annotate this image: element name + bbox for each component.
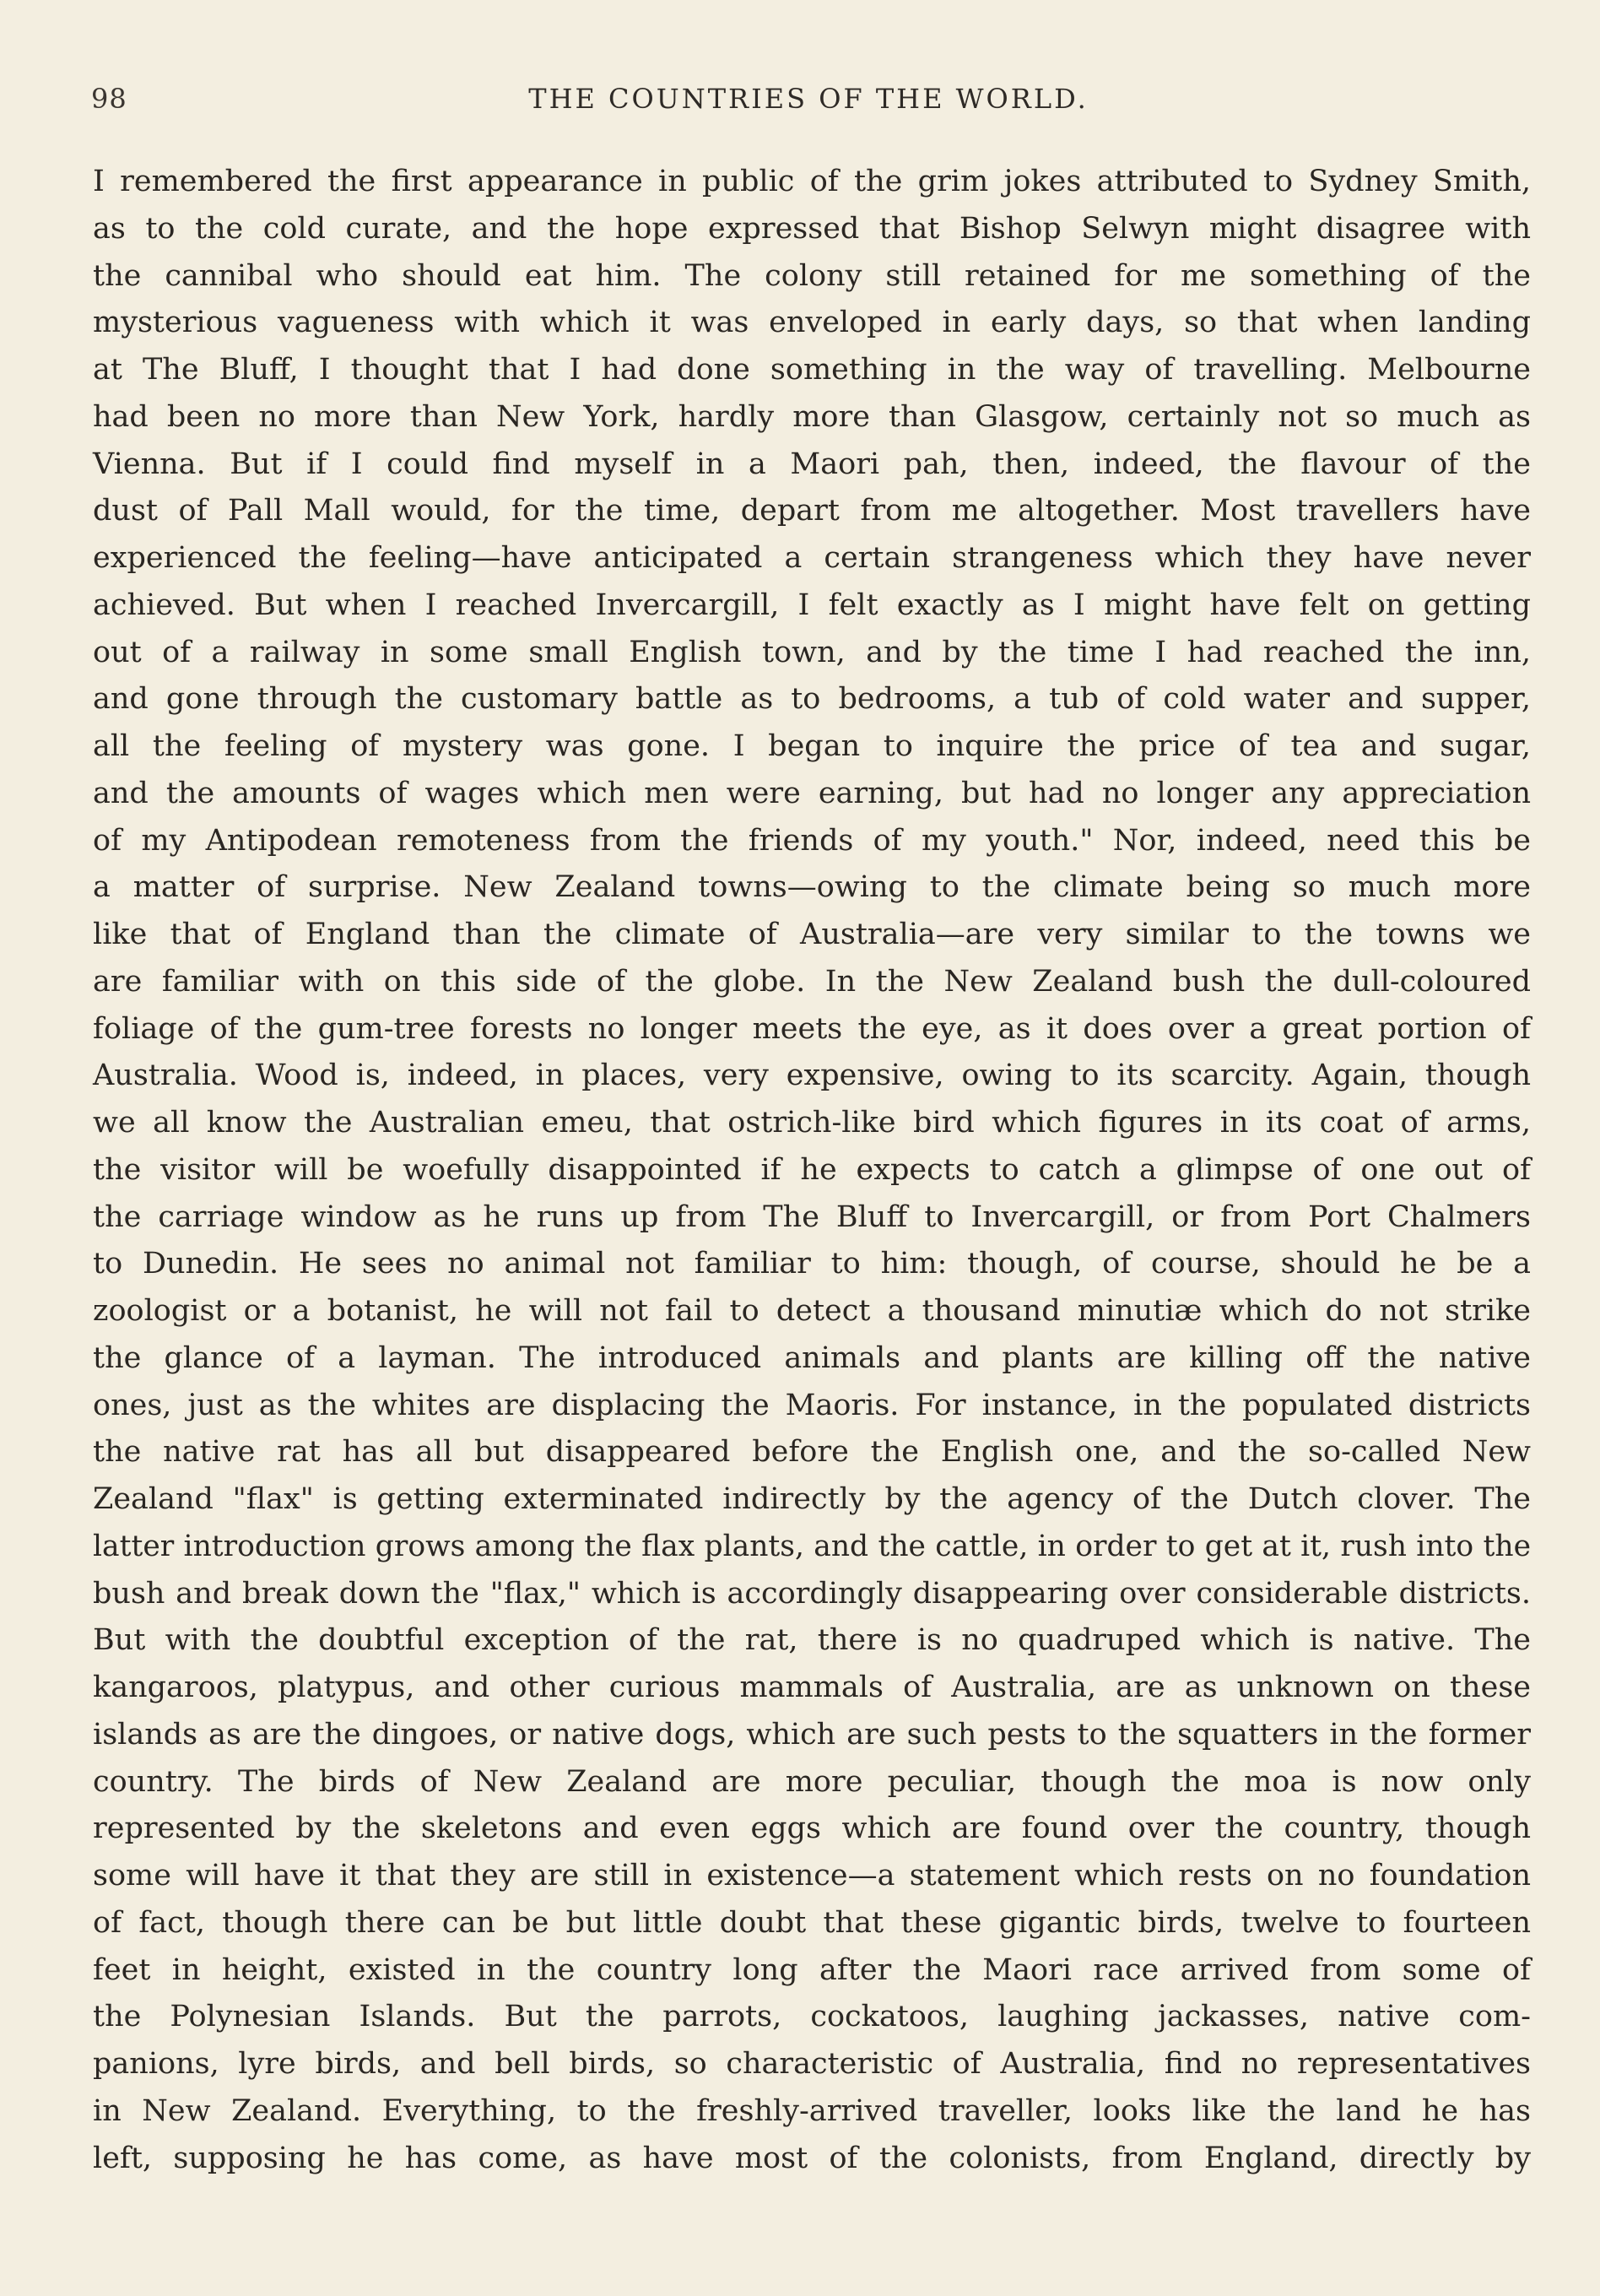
text-line: out of a railway in some small English town, and by the time I had reached the inn,	[93, 635, 1531, 669]
text-line: in New Zealand. Everything, to the freshly-arrived traveller, looks like the land he has	[93, 2093, 1531, 2128]
text-line: foliage of the gum-tree forests no longer meets the eye, as it does over a great portion of	[93, 1011, 1531, 1046]
text-line: dust of Pall Mall would, for the time, depart from me altogether. Most travellers have	[93, 494, 1531, 528]
text-line: left, supposing he has come, as have most of the colonists, from England, directly by	[93, 2141, 1531, 2175]
text-line: Vienna. But if I could find myself in a Maori pah, then, indeed, the flavour of the	[93, 447, 1531, 481]
text-line: country. The birds of New Zealand are more peculiar, though the moa is now only	[93, 1764, 1531, 1799]
text-line: ones, just as the whites are displacing the Maoris. For instance, in the populated districts	[93, 1388, 1531, 1422]
text-line: and the amounts of wages which men were earning, but had no longer any appreciation	[93, 776, 1531, 810]
text-line: experienced the feeling—have anticipated a certain strangeness which they have never	[93, 541, 1531, 575]
body-paragraph	[93, 159, 1531, 2182]
text-line: I remembered the first appearance in public of the grim jokes attributed to Sydney Smith,	[93, 165, 1531, 198]
text-line: had been no more than New York, hardly more than Glasgow, certainly not so much as	[93, 399, 1531, 434]
text-line: and gone through the customary battle as to bedrooms, a tub of cold water and supper,	[93, 682, 1531, 717]
text-line: But with the doubtful exception of the rat, there is no quadruped which is native. The	[93, 1623, 1531, 1658]
text-line: islands as are the dingoes, or native dogs, which are such pests to the squatters in the former	[93, 1717, 1531, 1752]
page-header	[91, 83, 1526, 125]
text-line: the cannibal who should eat him. The colony still retained for me something of the	[93, 258, 1531, 293]
text-line: bush and break down the "flax," which is accordingly disappearing over considerable districts.	[93, 1576, 1531, 1611]
text-line: achieved. But when I reached Invercargill, I felt exactly as I might have felt on getting	[93, 588, 1531, 622]
text-line: feet in height, existed in the country long after the Maori race arrived from some of	[93, 1952, 1531, 1987]
text-line: to Dunedin. He sees no animal not familiar to him: though, of course, should he be a	[93, 1247, 1531, 1281]
text-line: the Polynesian Islands. But the parrots, cockatoos, laughing jackasses, native com-	[93, 2000, 1531, 2034]
page-number: 98	[91, 83, 127, 115]
text-line: we all know the Australian emeu, that ostrich-like bird which figures in its coat of arms,	[93, 1106, 1531, 1140]
text-line: mysterious vagueness with which it was enveloped in early days, so that when landing	[93, 306, 1531, 340]
text-line: of fact, though there can be but little doubt that these gigantic birds, twelve to fourteen	[93, 1905, 1531, 1940]
text-line: at The Bluff, I thought that I had done something in the way of travelling. Melbourne	[93, 353, 1531, 387]
text-line: are familiar with on this side of the globe. In the New Zealand bush the dull-coloured	[93, 964, 1531, 999]
text-line: latter introduction grows among the flax plants, and the cattle, in order to get at it, rush into the	[93, 1529, 1531, 1563]
text-line: the carriage window as he runs up from The Bluff to Invercargill, or from Port Chalmers	[93, 1199, 1531, 1234]
text-line: as to the cold curate, and the hope expressed that Bishop Selwyn might disagree with	[93, 211, 1531, 246]
text-line: panions, lyre birds, and bell birds, so characteristic of Australia, find no representatives	[93, 2047, 1531, 2081]
text-line: kangaroos, platypus, and other curious mammals of Australia, are as unknown on these	[93, 1671, 1531, 1704]
text-line: Australia. Wood is, indeed, in places, very expensive, owing to its scarcity. Again, though	[93, 1059, 1531, 1093]
text-line: a matter of surprise. New Zealand towns—owing to the climate being so much more	[93, 870, 1531, 905]
text-line: some will have it that they are still in existence—a statement which rests on no foundation	[93, 1859, 1531, 1893]
running-title: THE COUNTRIES OF THE WORLD.	[528, 83, 1089, 115]
text-line: Zealand "flax" is getting exterminated indirectly by the agency of the Dutch clover. The	[93, 1482, 1531, 1516]
text-line: zoologist or a botanist, he will not fail to detect a thousand minutiæ which do not strike	[93, 1294, 1531, 1328]
text-line: of my Antipodean remoteness from the friends of my youth." Nor, indeed, need this be	[93, 823, 1531, 858]
text-line: represented by the skeletons and even eggs which are found over the country, though	[93, 1811, 1531, 1846]
text-line: the native rat has all but disappeared before the English one, and the so-called New	[93, 1435, 1531, 1470]
text-line: all the feeling of mystery was gone. I began to inquire the price of tea and sugar,	[93, 729, 1531, 763]
text-line: the visitor will be woefully disappointed if he expects to catch a glimpse of one out of	[93, 1152, 1531, 1187]
text-line: like that of England than the climate of Australia—are very similar to the towns we	[93, 918, 1531, 951]
text-line: the glance of a layman. The introduced animals and plants are killing off the native	[93, 1340, 1531, 1375]
